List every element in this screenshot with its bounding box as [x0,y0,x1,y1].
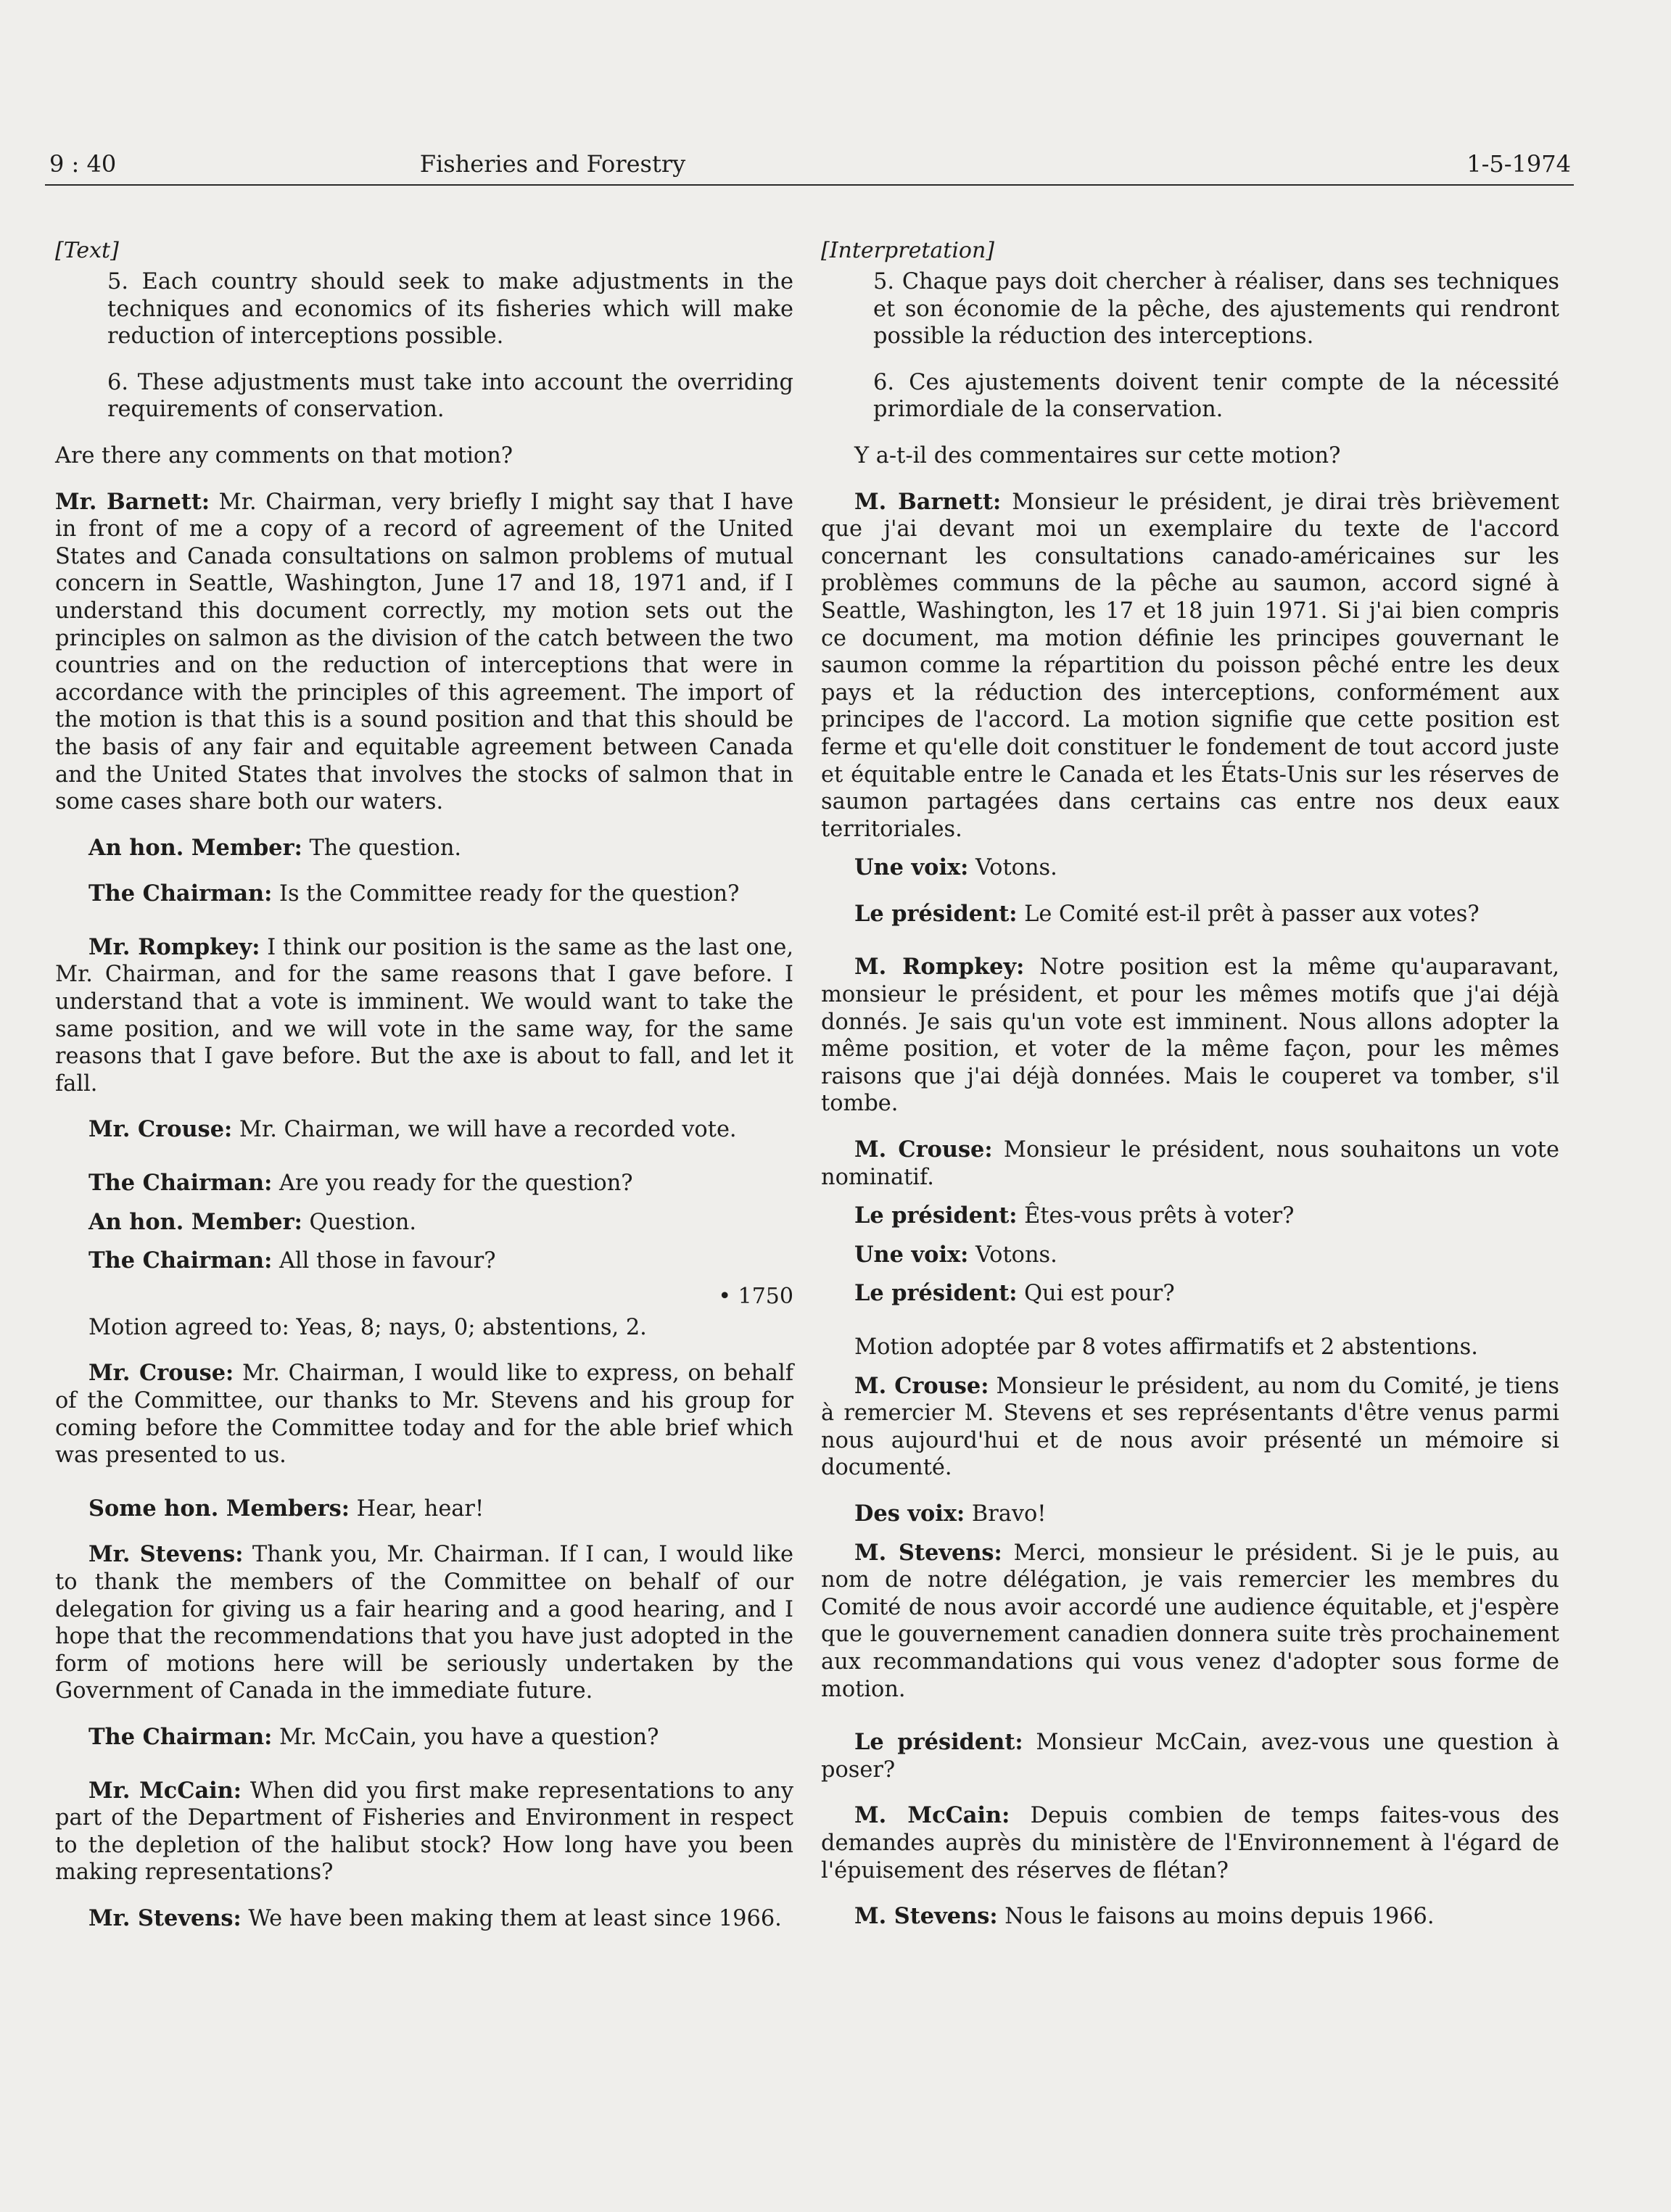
speaker: Mr. Crouse: [88,1360,234,1387]
page-title: Fisheries and Forestry [419,150,686,178]
speech-text: Êtes-vous prêts à voter? [1017,1203,1295,1229]
speech-text: Depuis combien de temps faites-vous des demandes auprès du ministère de l'Environnement à l'égard de l'épuisement des réserves de flétan? [821,1803,1559,1883]
speech [821,901,1559,928]
speech-text: Hear, hear! [349,1495,484,1522]
speech [821,1280,1559,1308]
speaker: Une voix: [854,1241,969,1268]
speaker: M. Crouse: [854,1372,989,1399]
speech-text: Bravo! [965,1501,1047,1527]
speech [821,854,1559,882]
text-tag: [Text] [55,238,119,263]
list-item: 5. Chaque pays doit chercher à réaliser, dans ses techniques et son économie de la pêche, des ajustements qui rendront possible la réduction des interceptions. [873,269,1559,350]
speech-text: Nous le faisons au moins depuis 1966. [997,1904,1435,1930]
speaker: Some hon. Members: [88,1495,350,1522]
speech-text: Thank you, Mr. Chairman. If I can, I would like to thank the members of the Committee on behalf of our delegation for giving us a fair hearing and a good hearing, and I hope that the recommendations that you have just adopted in the form of motions here will be seriously undertaken by the Government of Canada in the immediate future. [55,1542,793,1704]
speech-text: When did you first make representations to any part of the Department of Fisheries and Environment in respect to the depletion of the halibut stock? How long have you been making representations? [55,1778,793,1886]
speech [55,880,793,908]
speaker: Des voix: [854,1500,965,1527]
speech [821,1202,1559,1230]
speaker: The Chairman: [88,880,273,907]
speech-text: Monsieur McCain, avez-vous une question à poser? [821,1730,1559,1783]
speech [821,1501,1559,1528]
speaker: The Chairman: [88,1723,273,1750]
speaker: Mr. Stevens: [88,1904,242,1931]
speech-text: Votons. [968,1242,1057,1268]
speaker: M. Barnett: [854,488,1002,515]
speech [821,1903,1559,1931]
speech [55,1495,793,1523]
list-item: 6. Ces ajustements doivent tenir compte de la nécessité primordiale de la conservation. [873,369,1559,423]
speech [821,954,1559,1118]
speaker: An hon. Member: [88,834,302,861]
list-item: 6. These adjustments must take into account the overriding requirements of conservation. [107,369,793,423]
paragraph: Are there any comments on that motion? [55,442,513,469]
speech-text: Mr. Chairman, I would like to express, on behalf of the Committee, our thanks to Mr. Stevens and his group for coming before the Committee today and for the able brief which was presented to us. [55,1361,793,1469]
speaker: M. Rompkey: [854,954,1025,981]
speech [821,489,1559,843]
speech [821,1729,1559,1783]
speaker: The Chairman: [88,1170,273,1197]
speech [821,1136,1559,1191]
speaker: Le président: [854,1729,1023,1756]
speaker: Le président: [854,900,1018,927]
speech-text: The question. [302,835,462,861]
speech-text: Question. [302,1209,417,1235]
speech-text: Qui est pour? [1017,1281,1175,1307]
speech-text: Are you ready for the question? [272,1171,633,1197]
speech [821,1802,1559,1884]
speech-text: Votons. [968,855,1057,881]
speech [55,1541,793,1705]
speech-text: Monsieur le président, je dirai très brièvement que j'ai devant moi un exemplaire du texte de l'accord concernant les consultations canado-américaines sur les problèmes communs de la pêche au saumon, accord signé à Seattle, Washington, les 17 et 18 juin 1971. Si j'ai bien compris ce document, ma motion définie les principes gouvernant le saumon comme la répartition du poisson pêché entre les deux pays et la réduction des interceptions, conformément aux principes de l'accord. La motion signifie que cette position est ferme et qu'elle doit constituer le fondement de tout accord juste et équitable entre le Canada et les États-Unis sur les réserves de saumon partagées dans certains cas entre nos deux eaux territoriales. [821,489,1559,842]
motion-result: Motion agreed to: Yeas, 8; nays, 0; abstentions, 2. [88,1314,647,1340]
speaker: Mr. McCain: [88,1777,242,1804]
motion-result: Motion adoptée par 8 votes affirmatifs et 2 abstentions. [854,1334,1478,1360]
page-date: 1-5-1974 [1466,150,1571,178]
interpretation-tag: [Interpretation] [821,238,995,263]
speech-text: Is the Committee ready for the question? [272,881,740,907]
speech-text: Mr. McCain, you have a question? [272,1724,659,1750]
page-header [45,149,1574,186]
speaker: M. Stevens: [854,1539,1002,1566]
speech-text: Mr. Chairman, we will have a recorded vote. [232,1117,737,1143]
speech [821,1242,1559,1269]
speech [55,1778,793,1886]
speaker: M. Stevens: [854,1903,998,1930]
french-column [821,238,1559,1931]
speech-text: I think our position is the same as the last one, Mr. Chairman, and for the same reasons that I gave before. I understand that a vote is imminent. We would want to take the same position, and we will vote in the same way, for the same reasons that I gave before. But the axe is about to fall, and let it fall. [55,934,793,1097]
page-number: 9 : 40 [49,150,117,178]
speaker: M. Crouse: [854,1136,993,1163]
speaker: Une voix: [854,854,969,881]
paragraph: Y a-t-il des commentaires sur cette motion? [854,442,1341,469]
speaker: Mr. Crouse: [88,1116,233,1143]
speech [55,489,793,816]
time-marker: • 1750 [718,1283,793,1309]
speech-text: Le Comité est-il prêt à passer aux votes? [1017,901,1480,927]
speech-text: Monsieur le président, nous souhaitons un vote nominatif. [821,1137,1559,1190]
speech [55,1209,793,1237]
speaker: The Chairman: [88,1247,273,1274]
speaker: Le président: [854,1280,1018,1307]
list-item: 5. Each country should seek to make adjustments in the techniques and economics of its fisheries which will make reduction of interceptions possible. [107,269,793,350]
speaker: M. McCain: [854,1802,1010,1829]
speaker: Le président: [854,1202,1018,1229]
speech [55,1116,793,1144]
speech-text: Merci, monsieur le président. Si je le puis, au nom de notre délégation, je vais remercier les membres du Comité de nous avoir accordé une audience équitable, et j'espère que le gouvernement canadien donnera suite très prochainement aux recommandations qui vous venez d'adopter sous forme de motion. [821,1540,1560,1702]
english-column [55,238,793,1933]
speech [55,1724,793,1751]
speech-text: We have been making them at least since 1966. [241,1905,782,1931]
speech [55,1170,793,1197]
speech [55,1247,793,1275]
speaker: Mr. Stevens: [88,1541,244,1568]
speaker: Mr. Barnett: [55,488,210,515]
speech-text: Monsieur le président, au nom du Comité, je tiens à remercier M. Stevens et ses représentants d'être venus parmi nous aujourd'hui et de nous avoir présenté un mémoire si documenté. [821,1373,1559,1481]
speaker: An hon. Member: [88,1208,302,1235]
speaker: Mr. Rompkey: [88,933,260,960]
speech [55,1905,793,1933]
speech [55,934,793,1098]
speech [55,835,793,862]
speech-text: All those in favour? [272,1248,496,1274]
speech-text: Mr. Chairman, very briefly I might say that I have in front of me a copy of a record of agreement of the United States and Canada consultations on salmon problems of mutual concern in Seattle, Washington, June 17 and 18, 1971 and, if I understand this document correctly, my motion sets out the principles on salmon as the division of the catch between the two countries and on the reduction of interceptions that were in accordance with the principles of this agreement. The import of the motion is that this is a sound position and that this should be the basis of any fair and equitable agreement between Canada and the United States that involves the stocks of salmon that in some cases share both our waters. [55,489,793,815]
speech [821,1373,1559,1482]
speech-text: Notre position est la même qu'auparavant, monsieur le président, et pour les mêmes motifs que j'ai déjà donnés. Je sais qu'un vote est imminent. Nous allons adopter la même position, et voter de la même façon, pour les mêmes raisons que j'ai déjà données. Mais le couperet va tomber, s'il tombe. [821,954,1559,1117]
speech [821,1540,1559,1704]
speech [55,1360,793,1469]
